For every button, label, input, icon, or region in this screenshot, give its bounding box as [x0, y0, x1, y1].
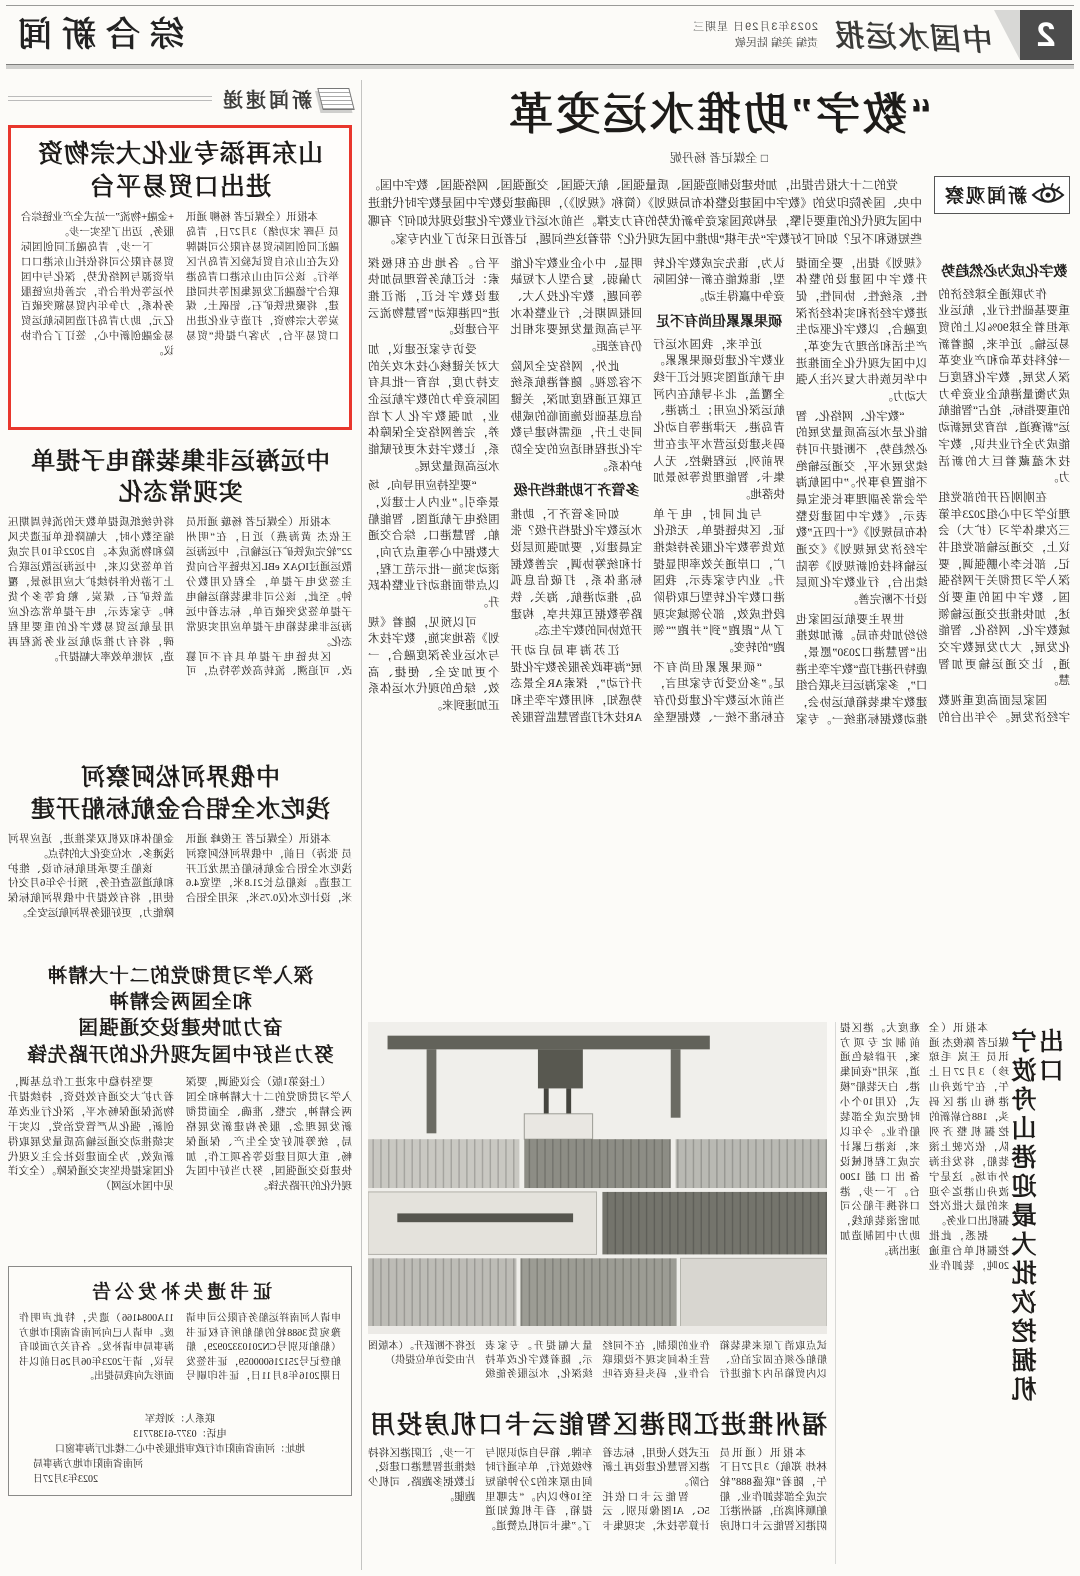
- date-line: 2023年3月29日 星期三: [692, 20, 818, 33]
- article-paragraph: （上接第1版）会议强调，要深入学习贯彻党的二十大精神和全国两会精神，完整、准确、全面贯彻新发展理念，服务构建新发展格局，统筹抓好安全生产、保通保畅、重大项目建设等各项工作，加快建设交通强国，努力当好中国式现代化的开路先锋。: [186, 1077, 352, 1193]
- news-flash-label: 新闻速递: [220, 90, 312, 112]
- column-divider: [361, 80, 362, 1570]
- article-body: [8, 1076, 352, 1252]
- feature-bottom-row: [368, 1022, 1070, 1564]
- photo-sidenote: 试点取消了原来集装箱船舶必须在固定泊位、以内贸箱吊内才能进行作业的限制，在不同经营主体间实现不设限联合作业，码头昼夜吞吐量大幅提升。专家表示，随着数字化改革持续深化，水运服务能级还将不断跃升。（本版图片由受访单位提供）: [368, 1340, 827, 1380]
- feature-byline: □ 全媒记者 杨丹妮: [670, 150, 768, 165]
- notice-contact-address: 地址：河南省南阳市行政审批服务中心二楼北厅海事窗口: [55, 1444, 305, 1455]
- feature-paragraph: 此外，网络安全风险不容忽视。随着港航系统互联互通程度加深，关键信息基础设施面临的威胁同步上升，亟需构建与数字化进程相适应的安全防护体系。: [510, 360, 643, 473]
- article-body: [21, 211, 339, 417]
- headline-line: 奋力加快建设交通强国: [77, 1017, 283, 1040]
- headline-line: 进出口贸易平台: [89, 172, 272, 201]
- headline-line: 和全国两会精神: [108, 991, 252, 1014]
- header-rule: [6, 64, 1074, 69]
- feature-lead-row: [368, 176, 1070, 248]
- article-paragraph: 智能云卡口依托5G、AI图像识别、云计算等技术，实现集卡车牌、箱号自动识别与秒级放行，单车通行时间由原来的2分钟缩短至10秒以内。“去哪里提箱，看手机就知道了。”集卡司机点赞道。下一步，江阴港区将持续推进智慧港口建设，让数据多跑路、司机少跑腿。: [368, 1447, 710, 1533]
- feature-paragraph: “数字化、网络化、智能化是水运高质量发展的必然趋势，不断提升可持续发展水平，交通运输绝不能置身事外。”中国航海学会常务副理事长张宝晨表示，《数字中国建设整体布局规划》《“十四五”数字经济发展规划》《交通运输科技创新规划》等陆续出台，行业数字化顶层设计不断完善。: [795, 410, 928, 607]
- article-cosco-ebl: [8, 446, 352, 748]
- article-paragraph: 本报讯（全媒记者 陈俊杰 通讯员 王岚 毛琼珍）3月27日上午，在宁波舟山港梅山港区码头，188台崭新的挖掘机整齐列队，依次驶上滚装船，将发往海外市场。这是宁波舟山港迄今迎来的最大批次挖掘机出口业务。: [929, 1022, 1009, 1228]
- section-title: 综合新闻: [8, 16, 184, 54]
- headline-line: 浅吃水全铝合金航标船开建: [30, 795, 330, 823]
- article-paragraph: 本报讯（全媒记者 杨柳 通讯员 马晖 宋功绪）3月27日，青岛融汇同创国际贸易有限公司揭牌仪式在山东自贸试验区青岛片区举行。该公司由山东港口青岛港联合宁德融汇发展集团等共同组建，将聚焦铁矿石、铝矾土、煤炭等大宗物资，打造专业化进出口贸易平台，为客户提供“贸易+金融+物流”一站式全产业链综合服务，迈出了坚实一步。: [21, 212, 339, 343]
- headline-line: 中俄界河松阿察河: [80, 764, 280, 792]
- article-paragraph: 下一步，青岛融汇同创国际贸易有限公司将依托山东港口口岸资源与网络优势，深化与中国外运等伙伴合作，完善供应链服务体系，力争年内贸易额突破百亿元，助力青岛打造国际航运贸易金融创新中心，签订了合作协议。: [21, 241, 174, 358]
- subhead-1: 数字化成为必然趋势: [941, 262, 1068, 279]
- news-flash-tag: [8, 84, 352, 113]
- feature-paragraph: 近年来，我国水运行业数字化建设硕果累累。电子航道图实现长江干线全覆盖，北斗导航在内河航运深化应用；上海港、青岛港、天津港等自动化码头建设运营水平走在世界前列，远程操控、无人集卡、智能理货等场景加快落地。: [653, 338, 785, 501]
- subhead-3: 多管齐下助推档升级: [513, 482, 640, 499]
- feature-paragraph: 在刚刚召开的部党组理论学习中心组2023年第三次集体学习（扩大）会议上，交通运输部党组书记、部长李小鹏强调，要深入学习贯彻关于网络强国、数字中国的重要论述，加快推进交通运输领域数字化、网络化、智能化发展，大力发展数字交通，让交通运输更加智慧。: [938, 491, 1070, 688]
- feature-paragraph: “硕果累累但尚有不足。”多位受访专家坦言，当前水运数字化建设仍存在标准不统一、数据壁垒明显、中小企业数字化能力偏弱、复合型人才短缺等问题，数字化投入大、回报周期长，行业整体水平与高质量发展要求相比仍有差距。: [510, 257, 785, 724]
- excavator-vertical-headline: 宁波舟山港迎最大批次挖掘机出口: [1012, 1027, 1068, 1405]
- feature-paragraph: 可以预见，随着《规划》落地实施，数字技术与水运业务深度融合，一个更加安全、便捷、高效、绿色的现代水运体系正加速到来。: [368, 616, 500, 713]
- article-headline: [8, 446, 352, 508]
- headline-line: 山东再添专业化大宗物资: [37, 140, 324, 168]
- eye-icon: [1031, 180, 1065, 210]
- bottom-article-headline: 福州推进江阴港区智能云卡口机房投用: [367, 1410, 827, 1439]
- notice-title: 证书遗失补发公告: [88, 1282, 273, 1303]
- feature-paragraph: 世界主要航运国家也纷纷加快布局。新加坡推出“智慧港口2030”愿景，鹿特丹港打造“数字孪生港口”，多家海运巨头联合组建数字集装箱航运协会，推动数据标准统一。专家认为，谁先完成数字化转型，谁就能在新一轮国际竞争中赢得主动。: [653, 257, 928, 726]
- notice-signature-date: 2023年3月27日: [33, 1474, 98, 1485]
- observe-label: 新闻观察: [942, 186, 1027, 208]
- headline-line: 努力当好中国式现代化的开路先锋: [26, 1043, 334, 1066]
- feature-paragraph: 受访专家还建议，加大对关键核心技术攻关的支持力度，培育一批具有国际竞争力的数字航运企业，加强数字化人才培养，完善网络安全保障体系，让数字技术更好赋能水运高质量发展。: [368, 343, 500, 473]
- feature-paragraph: “要坚持应用导向、场景牵引。”业内人士建议，围绕电子航道图、智能船舶、智慧港口、综合交通大数据中心等重点方向，滚动实施一批示范工程，以点带面推动行业整体跃升。: [368, 480, 500, 610]
- headline-line: 实现常态化: [117, 479, 243, 507]
- notice-contact-phone: 电话：0377-61387713: [133, 1429, 227, 1440]
- feature-paragraph: 与此同时，电子单证、区块链提单、无纸化放货等数字化服务持续推广，口岸通关效率明显提升。业内专家表示，我国港口数字化转型已取得阶段性成效，部分领域实现了从“跟跑”到“并跑”“领跑”的转变。: [653, 508, 785, 654]
- subhead-2: 硕果累累但尚有不足: [656, 312, 783, 329]
- photo-illustration: [368, 1022, 827, 1327]
- feature-headline: “数字”助推水运变革: [506, 90, 932, 139]
- feature-body-columns: [368, 256, 1070, 1014]
- notice-signature-org: 河南省南阳市地方海事局: [33, 1459, 143, 1470]
- feature-paragraph: 国家层面高度重视数字经济发展。今年出台的《规划》提出，要全面提升数字中国建设的整体性、系统性、协同性，促进数字经济和实体经济深度融合，以数字化驱动生产生活和治理方式变革，以中国式现代化全面推进中华民族伟大复兴注入强大动力。: [795, 257, 1070, 724]
- article-paragraph: 本报讯（全媒记者 杨璇 通讯员 王依杰 黄海燕）近日，在“明州22”轮完成铁矿石运输后，中远海运散运通过IQAX eBL区块链平台向货主签发电子提单，全程仅用数分钟。至此，该公司非集装箱运输电子提单签发突破百单，标志着中远海运非集装箱电子提单应用实现常态化。: [186, 517, 352, 648]
- editor-line: 责编 美编 陆民敏: [734, 37, 818, 49]
- feature-paragraph: 江苏海事局启动开展“海事政务服务数字化提升行动”，探索AR全景态势感知，利用数字孪生和AR技术打造智慧监管服务平台。各地也在积极探索：长江航务管理局加快建设数字长江，浙江推进“四港联动”智慧物流云平台建设。: [368, 257, 643, 724]
- article-shandong-platform: [8, 125, 352, 430]
- page-header: [8, 10, 1072, 60]
- top-rule: [6, 5, 1074, 6]
- bottom-article-body: [368, 1447, 827, 1559]
- flash-tag-rule: [8, 96, 212, 101]
- notice-contact-name: 联系人：刘铁军: [145, 1414, 215, 1425]
- article-headline: [21, 138, 339, 203]
- news-brief-column: [8, 80, 352, 1496]
- article-headline: [8, 762, 352, 824]
- feature-bottom-right: [368, 1022, 827, 1564]
- news-observe-tag: [934, 176, 1070, 214]
- notice-body: 申请人河南祥运船务有限公司申请豫宛货3688轮的船舶所有权证书（船舶识别号CN20103320929，船舶登记号251216000059，证书签发日期2016年8月11日，证书印刷号11A0084166）遗失，特此声明作废。申请人已向河南省南阳市地方海事局申请补发。各有关方面如有异议，请于2023年06月26日前以书面形式向我局提出。: [19, 1313, 341, 1382]
- article-spirit-study: [8, 963, 352, 1252]
- article-paragraph: 要坚持稳中求进工作总基调，着力扩大交通有效投资，持续提升物流保通保畅水平，深化行业改革创新，强化从严管党治党，以实干实绩推动交通运输高质量发展取得新成效，为全面建设社会主义现代化国家提供坚实交通保障。（全文详见中国水运网）: [8, 1077, 174, 1193]
- newspaper-stack-icon: [317, 88, 354, 110]
- lost-certificate-notice: [8, 1266, 352, 1496]
- article-paragraph: 据悉，此批挖掘机单台重逾20吨，装卸作业难度大。港区提前制定专项方案，开辟绿色通道，采用“夜间集港、白天装船”模式，仅用10个小时便完成全部装船作业。今年以来，该港已累计完成工程机械设备出口超1200台。下一步，港口将携手船公司加密滚装航线，助力中国制造加速出海。: [840, 1022, 1009, 1273]
- article-paragraph: 该船主要承担航标布设、维护和航道巡查任务，预计今年6月交付使用，将有效提升中俄界河航标保障能力，更好服务界河航运安全。: [8, 863, 174, 920]
- container-yard-photo: [368, 1022, 827, 1334]
- page-number-wedge: [994, 10, 1020, 60]
- page-number-badge: 2: [1020, 10, 1072, 60]
- headline-line: 中远海运非集装箱电子提单: [30, 448, 330, 475]
- feature-article: [368, 78, 1070, 1564]
- article-body: [8, 516, 352, 748]
- article-paragraph: 本报讯（全媒记者 王俊峰 通讯员 张涛）日前，中俄界河松阿察河浅吃水全铝合金航标船在黑龙江开工建造。该船总长21.8米，型宽4.6米，设计吃水仅0.75米，采用全铝合金船体和双机双桨推进，适应界河浅滩多、水位变化大的特点。: [8, 833, 352, 905]
- article-paragraph: 区块链电子提单具有不可篡改、可追溯、流转高效等特点，可将传统纸质提单数天的流转周期压缩至数小时，大幅降低单证遗失风险和物流成本。自2022年10月完成首单签发以来，中远海运散运联合上下游伙伴持续扩大应用场景，覆盖铁矿石、煤炭、粮食等多个货种。专家表示，电子提单常态化应用是航运贸易数字化的重要里程碑，将有力推动航运业务流程再造，对账单效率大幅提升。: [8, 517, 352, 678]
- excavator-body: [840, 1022, 1009, 1564]
- date-block: [692, 19, 818, 52]
- feature-paragraph: 作为联通全球经济的重要基础性行业，航运业承担着全球90%以上的贸易运输。近年来，随着新一轮科技革命和产业变革深入发展，数字化程度已成为衡量港航企业竞争力的重要指标，抢占“智能航运”新赛道、培育发展新动能成为全行业共识，数字技术蕴藏着巨大的新活力。: [938, 288, 1070, 485]
- feature-lead: 党的二十大报告提出，加快建设制造强国、质量强国、航天强国、交通强国、网络强国、数字中国。中央、国务院印发的《数字中国建设整体布局规划》（简称《规划》），明确建设数字中国是数字时代推进中国式现代化的重要引擎，是构筑国家竞争新优势的有力支撑。当前水运行业数字化建设现状如何？有哪些短板和不足？如何下好数字“先手棋”助推中国式现代化？带着这些问题，记者近日采访了业内专家。: [368, 177, 922, 246]
- newspaper-logo: 中国水运报: [830, 19, 995, 58]
- article-body: [8, 833, 352, 949]
- article-paragraph: 本报讯（通讯员 林炜 郑航）3月27日下午，随着“联盛888”轮完成全部装卸作业、船舶顺利离泊，福州港江阴港区智能云卡口机房正式投入使用，标志着港区智慧化建设再上新台阶。: [602, 1447, 827, 1533]
- excavator-article: [835, 1022, 1070, 1564]
- headline-line: 深入学习贯彻党的二十大精神: [46, 964, 314, 987]
- article-headline: [8, 963, 352, 1068]
- article-buoy-vessel: [8, 762, 352, 948]
- feature-paragraph: 如何多管齐下，助推水运数字化提档升级？张宝晨建议，要加强顶层设计和统筹协调，完善数据标准体系，打破信息孤岛，推动港航、海关、铁路等数据互联共享，构建开放协同的数字生态。: [510, 508, 643, 638]
